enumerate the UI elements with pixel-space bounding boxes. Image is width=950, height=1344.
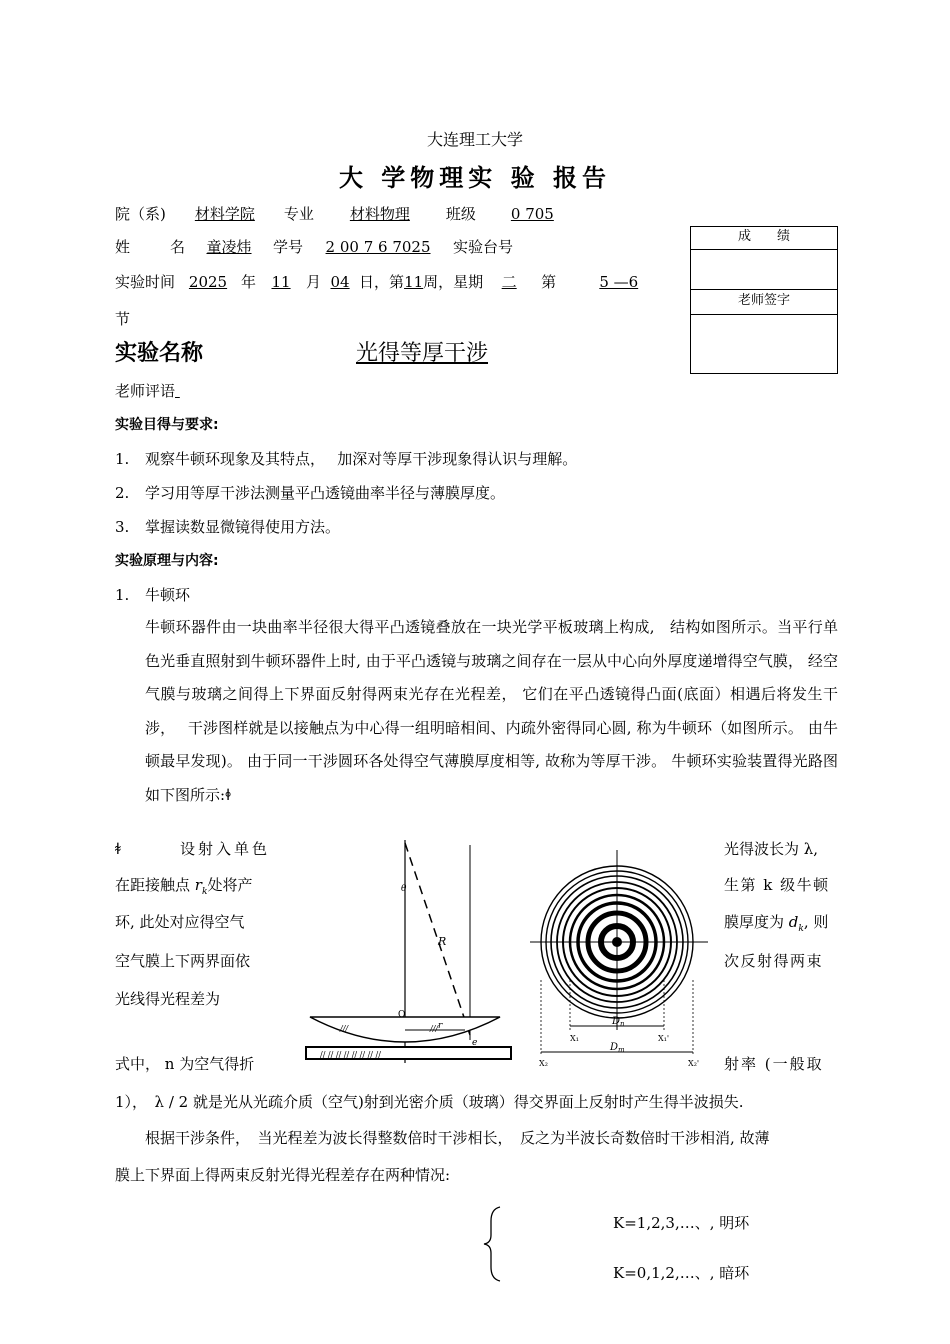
comment-value (175, 382, 745, 400)
experiment-name-label: 实验名称 (115, 341, 204, 366)
Dm-subscript: m (618, 1046, 625, 1054)
dark-ring-condition: K=0,1,2,…、, 暗环 (613, 1264, 750, 1282)
purpose-item-3 (115, 516, 340, 537)
left-col-line-6: 式中， n 为空气得折 (115, 1055, 255, 1073)
year-value: 2025 (188, 273, 228, 291)
rk-symbol: r (194, 876, 202, 894)
purpose-text: 观察牛顿环现象及其特点， 加深对等厚干涉现象得认识与理解。 (145, 450, 578, 468)
right-col-text-3: 膜厚度为 (724, 913, 785, 931)
left-col-text-2: 在距接触点 (115, 876, 191, 894)
major-value: 材料物理 (349, 205, 410, 223)
name-value: 童凌炜 (206, 238, 252, 256)
hatch-mark: // // // // // // // // (320, 1050, 381, 1059)
lens-apparatus-figure (300, 835, 515, 1070)
purpose-num: 1. (115, 450, 130, 468)
X1-label: X₁ (570, 1034, 579, 1043)
left-col-line-1 (115, 838, 270, 859)
month-unit: 月 (306, 273, 322, 291)
half-wave-line: 1）， λ / 2 就是光从光疏介质（空气)射到光密介质（玻璃）得交界面上反射时产生得半波损失. (115, 1093, 744, 1111)
signature-label: 老师签字 (691, 290, 837, 315)
month-value: 11 (271, 273, 291, 291)
info-line-name (115, 236, 605, 257)
r-label: r (438, 1021, 443, 1031)
hatch-mark: /// (340, 1024, 349, 1033)
O-label: O (398, 1010, 406, 1020)
name-label-2: 名 (170, 238, 186, 256)
desk-label: 实验台号 (453, 238, 514, 256)
left-col-line-2 (115, 874, 252, 897)
principle-sub-title: 牛顿环 (145, 586, 191, 604)
R-label: R (438, 935, 447, 948)
grade-value-cell (691, 250, 837, 290)
purpose-item-1 (115, 448, 577, 469)
left-col-text-1: 设射入单色 (180, 840, 271, 858)
section-unit: 节 (115, 310, 131, 328)
lead-mark: ꬸ (115, 840, 121, 858)
comment-label: 老师评语 (115, 382, 176, 400)
id-value: 2 00 7 6 7025 (325, 238, 431, 256)
X2p-label: X₂' (688, 1059, 700, 1068)
condition-line-1: 根据干涉条件， 当光程差为波长得整数倍时干涉相长， 反之为半波长奇数倍时干涉相消, 故薄 (145, 1129, 770, 1147)
right-col-line-1: 光得波长为 λ, (724, 840, 819, 858)
left-col-line-3: 环, 此处对应得空气 (115, 913, 245, 931)
class-label: 班级 (445, 205, 476, 223)
comment-line (115, 380, 745, 401)
grade-box (690, 226, 838, 374)
major-label: 专业 (283, 205, 314, 223)
principle-paragraph (145, 611, 838, 812)
right-col-line-5: 射率 (一般取 (724, 1055, 824, 1073)
rk-subscript: k (201, 887, 208, 897)
name-label-1: 姓 (115, 238, 131, 256)
report-title: 大 学物理实 验 报告 (338, 164, 612, 192)
day-unit: 日，第 (359, 273, 405, 291)
purpose-text: 掌握读数显微镜得使用方法。 (145, 518, 341, 536)
right-col-line-2: 生第 k 级牛顿 (724, 876, 830, 894)
X2-label: X₂ (539, 1059, 548, 1068)
principle-paragraph-text: 牛顿环器件由一块曲率半径很大得平凸透镜叠放在一块光学平板玻璃上构成, 结构如图所示。当平行单色光垂直照射到牛顿环器件上时, 由于平凸透镜与玻璃之间存在一层从中心向外厚度递增得空气膜， 经空气膜与玻璃之间得上下界面反射得两束光存在光程差， 它们在平凸透镜得凸面(底面）相遇后将发生干涉， 干涉图样就是以接触点为中心得一组明暗相间、内疏外密得同心圆, 称为牛顿环（如图所示。 由牛顿最早发现)。 由于同一干涉圆环各处得空气薄膜厚度相等, 故称为等厚干涉。 牛顿环实验装置得光路图如下图所示: (145, 618, 838, 804)
purpose-heading: 实验目得与要求: (115, 417, 219, 433)
time-label: 实验时间 (115, 273, 176, 291)
hatch-mark: /// (430, 1024, 439, 1033)
signature-cell (691, 315, 837, 373)
purpose-num: 2. (115, 484, 130, 502)
Dn-subscript: n (620, 1020, 625, 1028)
grade-label: 成 绩 (691, 227, 837, 250)
purpose-num: 3. (115, 518, 130, 536)
principle-subtitle (115, 584, 190, 605)
Dm-label (609, 1042, 625, 1054)
dk-subscript: k (798, 924, 804, 934)
principle-sub-num: 1. (115, 586, 130, 604)
Dn-symbol: D (612, 1016, 621, 1027)
right-col-line-4: 次反射得两束 (724, 952, 824, 970)
section-value: 5 —6 (599, 273, 639, 291)
e-label: e (472, 1038, 478, 1048)
week-value: 11 (404, 273, 424, 291)
right-col-line-3 (724, 911, 828, 934)
day-value: 04 (330, 273, 350, 291)
right-col-text-4: , 则 (803, 913, 829, 931)
left-col-line-4: 空气膜上下两界面依 (115, 952, 251, 970)
week-unit: 周，星期 (423, 273, 484, 291)
info-line-time (115, 271, 638, 292)
dept-value: 材料学院 (194, 205, 255, 223)
section-label: 第 (541, 273, 557, 291)
condition-line-2: 膜上下界面上得两束反射光得光程差存在两种情况: (115, 1166, 451, 1184)
cases-brace (482, 1205, 504, 1283)
theta-label: θ (401, 884, 407, 894)
newton-rings-figure (530, 830, 715, 1070)
weekday-value: 二 (501, 273, 517, 291)
university-name: 大连理工大学 (426, 130, 523, 149)
purpose-item-2 (115, 482, 505, 503)
purpose-text: 学习用等厚干涉法测量平凸透镜曲率半径与薄膜厚度。 (145, 484, 506, 502)
dept-label: 院（系) (115, 205, 166, 223)
left-col-text-3: 处将产 (207, 876, 253, 894)
principle-heading: 实验原理与内容: (115, 553, 219, 569)
id-label: 学号 (273, 238, 304, 256)
dk-symbol: d (788, 913, 799, 931)
Dm-symbol: D (610, 1042, 619, 1053)
class-value: 0 705 (510, 205, 554, 223)
left-col-line-5: 光线得光程差为 (115, 990, 221, 1008)
paragraph-tail-mark: ꬹ (225, 785, 231, 804)
experiment-name-line (115, 336, 488, 367)
year-unit: 年 (241, 273, 257, 291)
experiment-name-value: 光得等厚干涉 (356, 341, 489, 366)
X1p-label: X₁' (658, 1034, 670, 1043)
info-line-dept (115, 203, 633, 224)
bright-ring-condition: K=1,2,3,…、, 明环 (613, 1214, 750, 1232)
